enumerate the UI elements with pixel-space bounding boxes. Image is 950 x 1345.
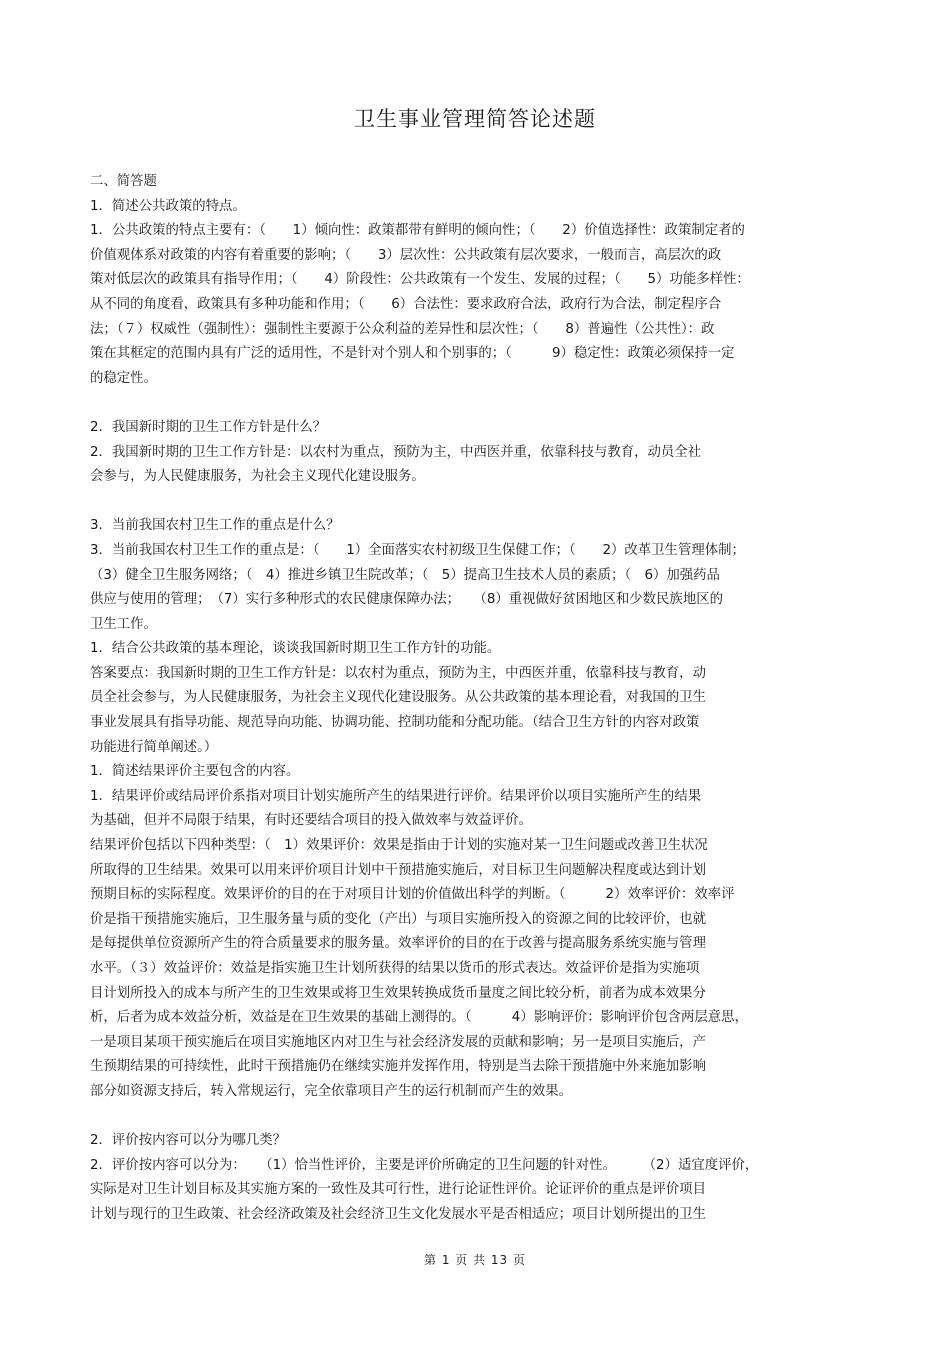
text-line: 2．评价按内容可以分为哪几类？ (90, 1133, 286, 1149)
text-line: 功能进行简单阐述。） (90, 739, 218, 755)
text-line: 1．简述结果评价主要包含的内容。 (90, 764, 300, 780)
text-line: 计划与现行的卫生政策、社会经济政策及社会经济卫生文化发展水平是否相适应；项目计划所提出的卫生 (90, 1206, 706, 1222)
text-line: 结果评价包括以下四种类型：（ 1）效果评价：效果是指由于计划的实施对某一卫生问题或改善卫生状况 (90, 838, 708, 854)
text-line: 法；（７）权威性（强制性）：强制性主要源于公众利益的差异性和层次性；（ 8）普遍性（公共性）：政 (90, 321, 715, 337)
text-line: 一是项目某项干预实施后在项目实施地区内对卫生与社会经济发展的贡献和影响；另一是项目实施后，产 (90, 1034, 706, 1050)
page-footer: 第 1 页 共 13 页 (424, 1253, 526, 1267)
text-line: 水平。（３）效益评价：效益是指实施卫生计划所获得的结果以货币的形式表达。效益评价是指为实施项 (90, 961, 700, 976)
text-line: 实际是对卫生计划目标及其实施方案的一致性及其可行性，进行论证性评价。论证评价的重点是评价项目 (90, 1182, 706, 1198)
text-line: 析，后者为成本效益分析，效益是在卫生效果的基础上测得的。（ 4）影响评价：影响评价包含两层意思， (90, 1010, 748, 1026)
text-line: 事业发展具有指导功能、规范导向功能、协调功能、控制功能和分配功能。（结合卫生方针的内容对政策 (90, 715, 700, 731)
text-line: 1．简述公共政策的特点。 (90, 198, 246, 214)
text-line: 供应与使用的管理； （7）实行多种形式的农民健康保障办法； （8）重视做好贫困地区和少数民族地区的 (90, 592, 723, 608)
text-line: 1．结合公共政策的基本理论，谈谈我国新时期卫生工作方针的功能。 (90, 641, 501, 657)
text-line: 价值观体系对政策的内容有着重要的影响；（ 3）层次性：公共政策有层次要求，一般而言，高层次的政 (90, 247, 722, 263)
text-line: 从不同的角度看，政策具有多种功能和作用；（ 6）合法性：要求政府合法，政府行为合法，制定程序合 (90, 296, 722, 312)
text-line: 1．结果评价或结局评价系指对项目计划实施所产生的结果进行评价。结果评价以项目实施所产生的结果 (90, 788, 702, 804)
text-line: （3）健全卫生服务网络；（ 4）推进乡镇卫生院改革；（ 5）提高卫生技术人员的素质；（ 6）加强药品 (90, 567, 720, 583)
text-line: 策在其框定的范围内具有广泛的适用性，不是针对个别人和个别事的；（ 9）稳定性：政策必须保持一定 (90, 346, 735, 362)
text-line: 1．公共政策的特点主要有：（ 1）倾向性：政策都带有鲜明的倾向性；（ 2）价值选择性：政策制定者的 (90, 223, 745, 239)
text-line: 2．我国新时期的卫生工作方针是什么？ (90, 419, 327, 435)
text-line: 价是指干预措施实施后，卫生服务量与质的变化（产出）与项目实施所投入的资源之间的比较评价，也就 (90, 911, 706, 927)
text-line: 所取得的卫生结果。效果可以用来评价项目计划中干预措施实施后，对目标卫生问题解决程度或达到计划 (90, 862, 706, 878)
text-line: 3．当前我国农村卫生工作的重点是什么？ (90, 518, 340, 534)
paragraph-gap (90, 1105, 860, 1130)
text-line: 部分如资源支持后，转入常规运行，完全依靠项目产生的运行机制而产生的效果。 (90, 1083, 573, 1099)
text-line: 预期目标的实际程度。效果评价的目的在于对项目计划的价值做出科学的判断。（ 2）效率评价：效率评 (90, 887, 735, 903)
text-line: 会参与，为人民健康服务，为社会主义现代化建设服务。 (90, 469, 425, 485)
text-line: 3．当前我国农村卫生工作的重点是：（ 1）全面落实农村初级卫生保健工作；（ 2）改革卫生管理体制； (90, 542, 745, 558)
paragraph-gap (90, 391, 860, 416)
document-body (90, 170, 860, 1228)
text-line: 2．评价按内容可以分为： （1）恰当性评价，主要是评价所确定的卫生问题的针对性。 （2）适宜度评价， (90, 1157, 759, 1173)
text-line: 2．我国新时期的卫生工作方针是：以农村为重点，预防为主，中西医并重，依靠科技与教育，动员全社 (90, 444, 702, 460)
paragraph-gap (90, 490, 860, 515)
text-line: 生预期结果的可持续性，此时干预措施仍在继续实施并发挥作用，特别是当去除干预措施中外来施加影响 (90, 1059, 706, 1075)
text-line: 是每提供单位资源所产生的符合质量要求的服务量。效率评价的目的在于改善与提高服务系统实施与管理 (90, 936, 706, 952)
text-line: 二、简答题 (90, 174, 157, 189)
text-line: 答案要点：我国新时期的卫生工作方针是：以农村为重点，预防为主，中西医并重，依靠科技与教育，动 (90, 665, 706, 681)
text-line: 策对低层次的政策具有指导作用；（ 4）阶段性：公共政策有一个发生、发展的过程；（ 5）功能多样性： (90, 272, 750, 288)
text-line: 目计划所投入的成本与所产生的卫生效果或将卫生效果转换成货币量度之间比较分析，前者为成本效果分 (90, 985, 706, 1001)
text-line: 为基础，但并不局限于结果，有时还要结合项目的投入做效率与效益评价。 (90, 813, 532, 829)
text-line: 的稳定性。 (90, 370, 157, 386)
document-title: 卫生事业管理简答论述题 (354, 107, 596, 131)
text-line: 员全社会参与，为人民健康服务，为社会主义现代化建设服务。从公共政策的基本理论看，对我国的卫生 (90, 690, 706, 706)
text-line: 卫生工作。 (90, 616, 157, 632)
